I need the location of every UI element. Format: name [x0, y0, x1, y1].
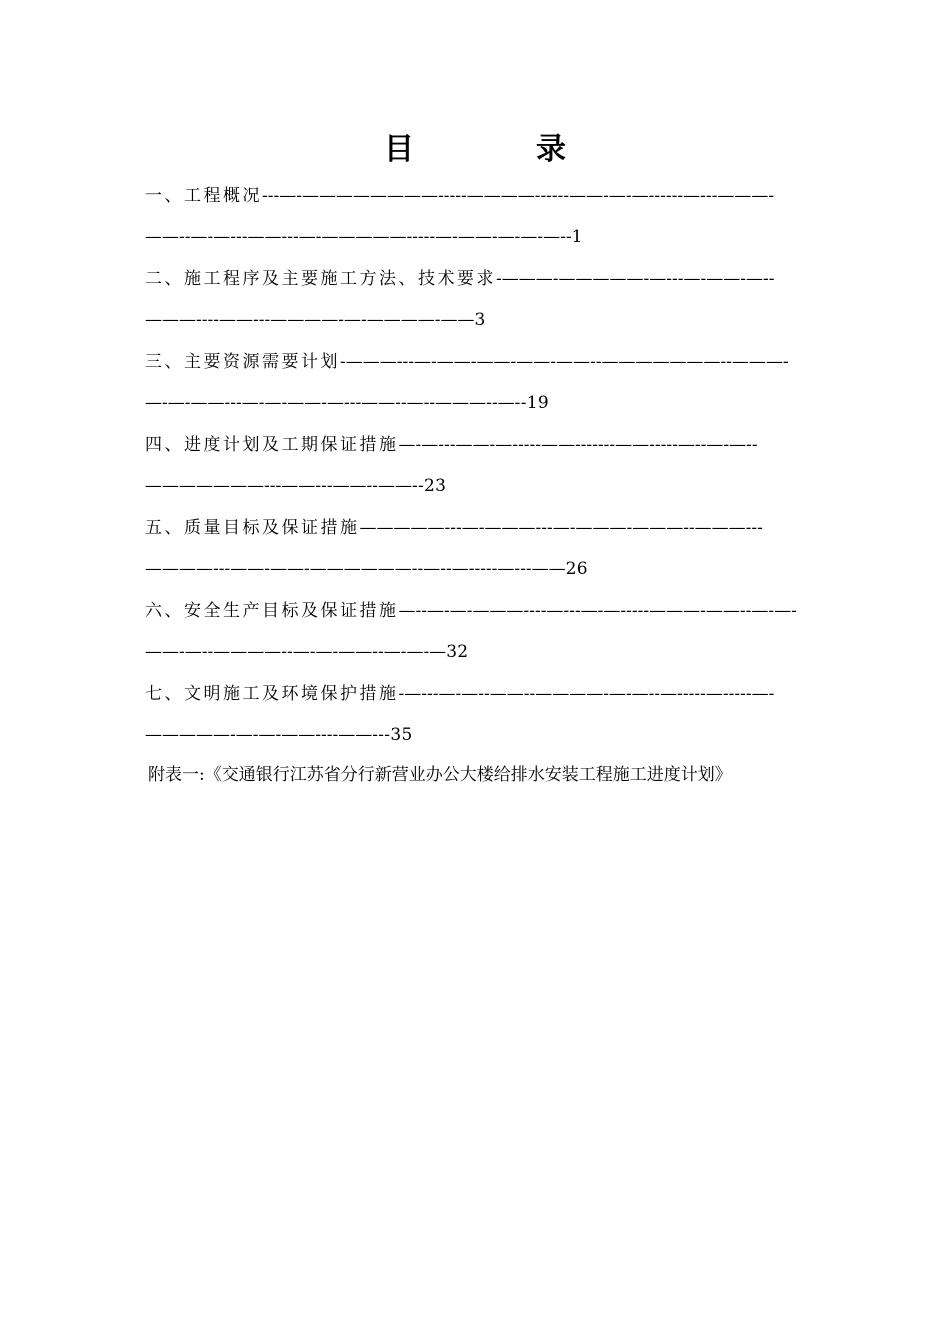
toc-entry-label: 四、进度计划及工期保证措施	[145, 435, 399, 455]
toc-entry-label: 五、质量目标及保证措施	[145, 518, 360, 538]
toc-entry-4[interactable]	[145, 425, 810, 507]
toc-entry-page: 3	[474, 310, 486, 330]
toc-entry-leader: —-—---——-—-----——-------——-----—--—-—--———————---——---——--——	[145, 435, 758, 496]
toc-entry-label: 三、主要资源需要计划	[145, 352, 340, 372]
toc-entry-leader: ---—-————————-----————------——-—-—------—---———-——--—-—---——---—-—————-----—-——-—-—-—--	[145, 186, 775, 247]
toc-entry-label: 六、安全生产目标及保证措施	[145, 601, 399, 621]
toc-entry-5[interactable]	[145, 508, 810, 590]
toc-entry-page: 1	[571, 227, 583, 247]
toc-entry-2[interactable]	[145, 259, 810, 341]
toc-entry-3[interactable]	[145, 342, 810, 424]
toc-entry-6[interactable]	[145, 591, 810, 673]
toc-entry-page: --19	[514, 393, 549, 413]
toc-entry-label: 二、施工程序及主要施工方法、技术要求	[145, 269, 496, 289]
toc-entry-page: --23	[411, 476, 447, 496]
toc-entry-label: 一、工程概况	[145, 186, 262, 206]
toc-entry-7[interactable]	[145, 674, 810, 756]
appendix-entry[interactable]: 附表一:《交通银行江苏省分行新营业办公大楼给排水安装工程施工进度计划》	[148, 765, 732, 785]
toc-entry-leader: —--—-—-———----—---—-—-----———-——--—-—-——-—--————--—-—-——--—-—-—	[145, 601, 797, 662]
toc-entry-page: ---35	[372, 725, 413, 745]
toc-entry-leader: —————---—-———---—-———-———--———---————---——-——-——————--—--—-----—---——	[145, 518, 763, 579]
toc-entry-1[interactable]	[145, 176, 810, 258]
toc-entry-leader: -———-—————-—---—-——-—--———----——---————-—-————-——	[145, 269, 775, 330]
toc-entry-leader: -———---—-——-——-——-——--———————--———-—-—-——---—-—-——-—---——--—--———--—	[145, 352, 789, 413]
toc-entry-page: 32	[446, 642, 469, 662]
toc-entry-label: 七、文明施工及环境保护措施	[145, 684, 399, 704]
toc-entry-leader: -—---—-—--——--————-—-—--—-----—-----—-—————-—-—-——----——	[145, 684, 775, 745]
page-title: 目 录	[384, 132, 612, 167]
toc-entry-page: 26	[565, 559, 588, 579]
